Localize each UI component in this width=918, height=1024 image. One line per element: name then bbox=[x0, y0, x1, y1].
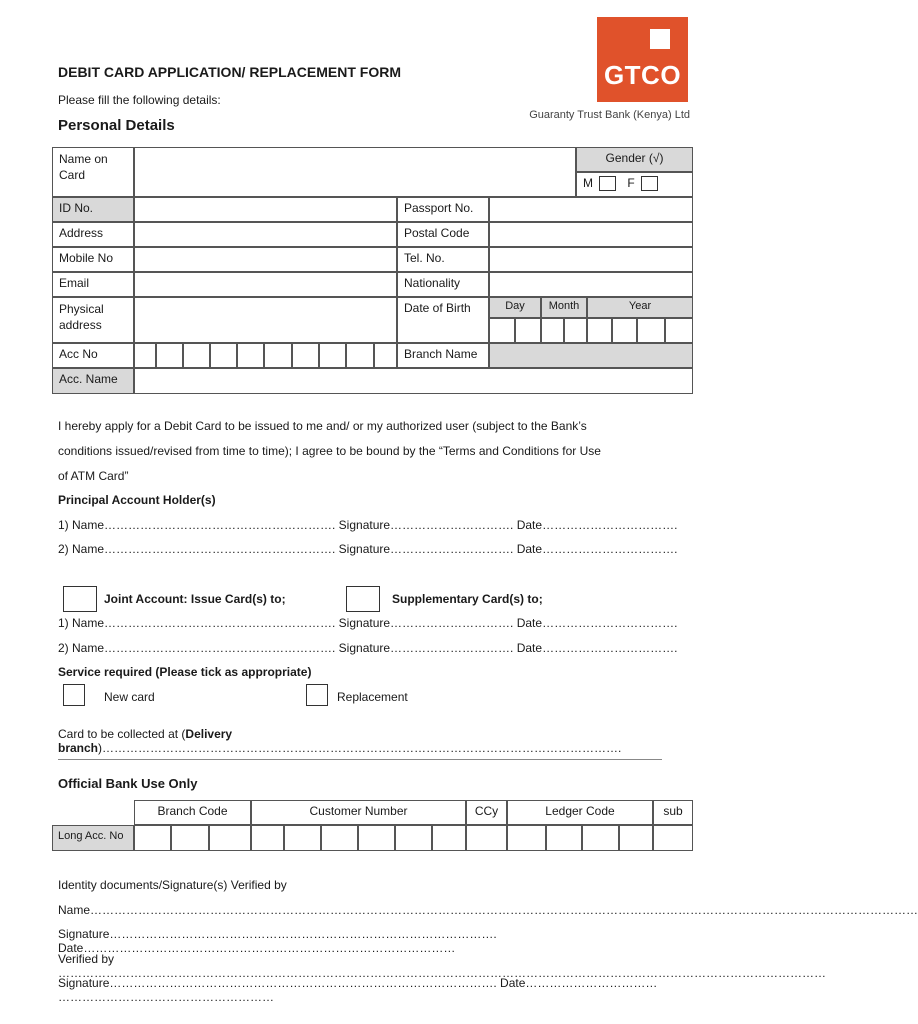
long-acc-no-digit-cell[interactable] bbox=[546, 825, 582, 851]
joint-account-checkbox[interactable] bbox=[63, 586, 97, 612]
ledger-code-header: Ledger Code bbox=[507, 800, 653, 825]
long-acc-no-label: Long Acc. No bbox=[52, 825, 134, 851]
form-subtitle: Please fill the following details: bbox=[58, 93, 221, 107]
tel-no-label: Tel. No. bbox=[397, 247, 489, 272]
name-on-card-label: Name on Card bbox=[52, 147, 134, 197]
acc-no-digit-cell[interactable] bbox=[237, 343, 264, 368]
nationality-field[interactable] bbox=[489, 272, 693, 297]
declaration-line-2: conditions issued/revised from time to time); I agree to be bound by the “Terms and Conditions for Use bbox=[58, 444, 601, 458]
mobile-no-field[interactable] bbox=[134, 247, 397, 272]
personal-details-heading: Personal Details bbox=[58, 117, 175, 134]
divider bbox=[58, 759, 662, 760]
principal-heading: Principal Account Holder(s) bbox=[58, 493, 216, 507]
new-card-checkbox[interactable] bbox=[63, 684, 85, 706]
acc-no-digit-cell[interactable] bbox=[319, 343, 346, 368]
sub-header: sub bbox=[653, 800, 693, 825]
official-use-heading: Official Bank Use Only bbox=[58, 776, 198, 791]
acc-no-digit-cell[interactable] bbox=[346, 343, 374, 368]
branch-name-label: Branch Name bbox=[397, 343, 489, 368]
joint-row-1: 1) Name…………………………………………………. Signature…………………………. Date……………………………. bbox=[58, 616, 678, 630]
acc-no-label: Acc No bbox=[52, 343, 134, 368]
delivery-branch-line bbox=[58, 727, 770, 755]
replacement-label: Replacement bbox=[337, 690, 408, 704]
long-acc-no-digit-cell[interactable] bbox=[209, 825, 251, 851]
long-acc-no-digit-cell[interactable] bbox=[251, 825, 284, 851]
long-acc-no-digit-cell[interactable] bbox=[507, 825, 546, 851]
declaration-line-1: I hereby apply for a Debit Card to be issued to me and/ or my authorized user (subject to the Bank’s bbox=[58, 419, 587, 433]
address-label: Address bbox=[52, 222, 134, 247]
passport-no-field[interactable] bbox=[489, 197, 693, 222]
declaration-text bbox=[58, 414, 678, 489]
acc-no-digit-cell[interactable] bbox=[292, 343, 319, 368]
declaration-line-3: of ATM Card” bbox=[58, 469, 129, 483]
delivery-branch-label: Delivery branch bbox=[58, 727, 233, 755]
female-checkbox[interactable] bbox=[641, 176, 658, 191]
id-no-field[interactable] bbox=[134, 197, 397, 222]
joint-row-2: 2) Name…………………………………………………. Signature…………………………. Date……………………………. bbox=[58, 641, 678, 655]
physical-address-field[interactable] bbox=[134, 297, 397, 343]
dob-digit-cell[interactable] bbox=[587, 318, 612, 343]
dob-digit-cell[interactable] bbox=[637, 318, 665, 343]
logo-text: GTCO bbox=[603, 60, 682, 90]
postal-code-label: Postal Code bbox=[397, 222, 489, 247]
ccy-header: CCy bbox=[466, 800, 507, 825]
supplementary-label: Supplementary Card(s) to; bbox=[392, 592, 543, 606]
principal-row-2: 2) Name…………………………………………………. Signature…………………………. Date……………………………. bbox=[58, 542, 678, 556]
dob-digit-cell[interactable] bbox=[515, 318, 541, 343]
branch-name-field[interactable] bbox=[489, 343, 693, 368]
bank-name: Guaranty Trust Bank (Kenya) Ltd bbox=[529, 109, 690, 121]
acc-name-field[interactable] bbox=[134, 368, 693, 394]
male-label: M bbox=[583, 176, 593, 190]
long-acc-no-digit-cell[interactable] bbox=[395, 825, 432, 851]
long-acc-no-digit-cell[interactable] bbox=[582, 825, 619, 851]
acc-name-label: Acc. Name bbox=[52, 368, 134, 394]
id-no-label: ID No. bbox=[52, 197, 134, 222]
long-acc-no-digit-cell[interactable] bbox=[284, 825, 321, 851]
delivery-suffix: )…………………………………………………………………………………………………………………. bbox=[98, 741, 622, 755]
long-acc-no-digit-cell[interactable] bbox=[171, 825, 209, 851]
long-acc-no-digit-cell[interactable] bbox=[466, 825, 507, 851]
customer-number-header: Customer Number bbox=[251, 800, 466, 825]
email-label: Email bbox=[52, 272, 134, 297]
dob-digit-cell[interactable] bbox=[612, 318, 637, 343]
acc-no-digit-cell[interactable] bbox=[374, 343, 397, 368]
nationality-label: Nationality bbox=[397, 272, 489, 297]
verified-by-line: Verified by ………………………………………………………………………………………………………………………………………………………………………… bbox=[58, 952, 826, 980]
long-acc-no-digit-cell[interactable] bbox=[321, 825, 358, 851]
long-acc-no-digit-cell[interactable] bbox=[653, 825, 693, 851]
long-acc-no-digit-cell[interactable] bbox=[432, 825, 466, 851]
long-acc-no-digit-cell[interactable] bbox=[619, 825, 653, 851]
dob-digit-cell[interactable] bbox=[489, 318, 515, 343]
date-of-birth-label: Date of Birth bbox=[397, 297, 489, 343]
delivery-prefix: Card to be collected at ( bbox=[58, 727, 186, 741]
mobile-no-label: Mobile No bbox=[52, 247, 134, 272]
dob-digit-cell[interactable] bbox=[541, 318, 564, 343]
male-checkbox[interactable] bbox=[599, 176, 616, 191]
acc-no-digit-cell[interactable] bbox=[264, 343, 292, 368]
tel-no-field[interactable] bbox=[489, 247, 693, 272]
branch-code-header: Branch Code bbox=[134, 800, 251, 825]
new-card-label: New card bbox=[104, 690, 155, 704]
postal-code-field[interactable] bbox=[489, 222, 693, 247]
acc-no-digit-cell[interactable] bbox=[156, 343, 183, 368]
physical-address-label: Physical address bbox=[52, 297, 134, 343]
joint-account-label: Joint Account: Issue Card(s) to; bbox=[104, 592, 286, 606]
dob-month-label: Month bbox=[541, 297, 587, 318]
female-label: F bbox=[627, 176, 635, 190]
acc-no-digit-cell[interactable] bbox=[210, 343, 237, 368]
dob-digit-cell[interactable] bbox=[564, 318, 587, 343]
passport-no-label: Passport No. bbox=[397, 197, 489, 222]
acc-no-digit-cell[interactable] bbox=[183, 343, 210, 368]
verification-name-line: Name……………………………………………………………………………………………………………………………………………………………………………………… bbox=[58, 903, 918, 917]
form-title: DEBIT CARD APPLICATION/ REPLACEMENT FORM bbox=[58, 64, 401, 80]
service-heading: Service required (Please tick as appropriate) bbox=[58, 665, 312, 679]
email-field[interactable] bbox=[134, 272, 397, 297]
dob-year-label: Year bbox=[587, 297, 693, 318]
gender-options bbox=[576, 172, 693, 197]
dob-day-label: Day bbox=[489, 297, 541, 318]
gender-label: Gender (√) bbox=[576, 147, 693, 172]
verification-signature-line-2: Signature……………………………………………………………………………………. Date…………………………… ……………………………………………… bbox=[58, 976, 658, 1004]
long-acc-no-digit-cell[interactable] bbox=[358, 825, 395, 851]
verification-heading: Identity documents/Signature(s) Verified by bbox=[58, 878, 287, 892]
principal-row-1: 1) Name…………………………………………………. Signature…………………………. Date……………………………. bbox=[58, 518, 678, 532]
long-acc-no-digit-cell[interactable] bbox=[134, 825, 171, 851]
replacement-checkbox[interactable] bbox=[306, 684, 328, 706]
address-field[interactable] bbox=[134, 222, 397, 247]
verification-signature-line: Signature……………………………………………………………………………………. Date………………………………………………………………………………… bbox=[58, 927, 497, 955]
logo-square-icon bbox=[650, 29, 670, 49]
dob-digit-cell[interactable] bbox=[665, 318, 693, 343]
name-on-card-field[interactable] bbox=[134, 147, 576, 197]
acc-no-digit-cell[interactable] bbox=[134, 343, 156, 368]
supplementary-checkbox[interactable] bbox=[346, 586, 380, 612]
